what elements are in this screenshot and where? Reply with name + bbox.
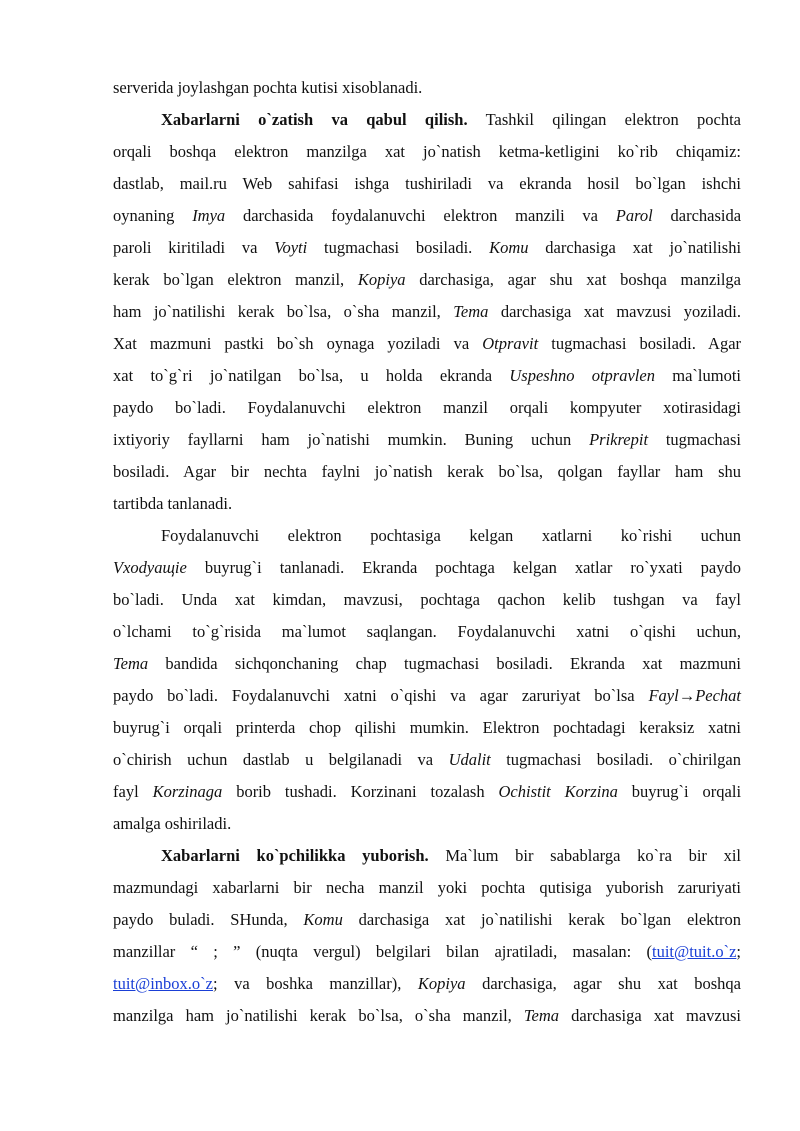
text-line [113, 136, 741, 168]
text-span: o`lchami to`g`risida ma`lumot saqlangan. Foydalanuvchi xatni o`qishi uchun, [113, 622, 741, 641]
text-span: buyrug`i orqali printerda chop qilishi mumkin. Elektron pochtadagi keraksiz xatni [113, 718, 741, 737]
text-span: Ma`lum bir sabablarga ko`ra bir xil [445, 846, 742, 865]
text-line [113, 392, 741, 424]
text-span: darchasiga xat jo`natilishi [545, 238, 742, 257]
text-line [113, 712, 741, 744]
text-span: Tashkil qilingan elektron pochta [485, 110, 741, 129]
text-span: buyrug`i tanlanadi. Ekranda pochtaga kelgan xatlar ro`yxati paydo [204, 558, 741, 577]
text-span: ; va boshka manzillar), [212, 974, 402, 993]
text-span: darchasiga, agar shu xat boshqa [482, 974, 742, 993]
italic-term: Korzinaga [152, 782, 223, 801]
text-line [113, 232, 741, 264]
text-span: darchasiga, agar shu xat boshqa manzilga [419, 270, 742, 289]
text-line [113, 616, 741, 648]
italic-term: Vxodyaщie [113, 558, 187, 577]
text-span: paroli kiritiladi va [113, 238, 258, 257]
text-span: mazmundagi xabarlarni bir necha manzil yoki pochta qutisiga yuborish zaruriyati [113, 878, 741, 897]
italic-term: Komu [489, 238, 529, 257]
text-line [113, 1000, 741, 1032]
section-heading: Xabarlarni o`zatish va qabul qilish. [161, 110, 468, 129]
text-line [113, 424, 741, 456]
text-span: oynaning [113, 206, 175, 225]
section-heading: Xabarlarni ko`pchilikka yuborish. [161, 846, 429, 865]
text-span: amalga oshiriladi. [113, 814, 232, 833]
text-line [113, 808, 741, 840]
text-span: ham jo`natilishi kerak bo`lsa, o`sha manzil, [113, 302, 441, 321]
text-span: tugmachasi bosiladi. Agar [551, 334, 742, 353]
email-link[interactable]: tuit@tuit.o`z [652, 942, 737, 961]
italic-term: Tema [453, 302, 489, 321]
text-line [113, 488, 741, 520]
text-line [113, 680, 741, 712]
text-span: kerak bo`lgan elektron manzil, [113, 270, 345, 289]
italic-term: Tema [113, 654, 149, 673]
italic-term: Fayl→Pechat [648, 686, 741, 705]
text-span: darchasiga xat jo`natilishi kerak bo`lgan elektron [358, 910, 742, 929]
text-span: serverida joylashgan pochta kutisi xisoblanadi. [113, 78, 423, 97]
text-span: bandida sichqonchaning chap tugmachasi bosiladi. Ekranda xat mazmuni [165, 654, 742, 673]
text-line [113, 72, 741, 104]
italic-term: Uspeshno otpravlen [509, 366, 655, 385]
italic-term: Parol [615, 206, 653, 225]
italic-term: Prikrepit [589, 430, 649, 449]
text-line [113, 360, 741, 392]
text-span: Xat mazmuni pastki bo`sh oynaga yoziladi va [113, 334, 470, 353]
text-span: ma`lumoti [672, 366, 742, 385]
text-line [113, 744, 741, 776]
italic-term: Voyti [274, 238, 308, 257]
text-line [113, 520, 741, 552]
text-span: darchasiga xat mavzusi [571, 1006, 741, 1025]
text-line [113, 296, 741, 328]
text-line [113, 552, 741, 584]
italic-term: Komu [303, 910, 343, 929]
text-span: darchasiga xat mavzusi yoziladi. [500, 302, 742, 321]
italic-term: Tema [523, 1006, 560, 1025]
text-line [113, 872, 741, 904]
text-span: darchasida foydalanuvchi elektron manzili va [242, 206, 598, 225]
email-link[interactable]: tuit@inbox.o`z [113, 974, 213, 993]
text-span: fayl [113, 782, 139, 801]
text-line [113, 936, 741, 968]
text-span: o`chirish uchun dastlab u belgilanadi va [113, 750, 434, 769]
text-span: tugmachasi bosiladi. o`chirilgan [506, 750, 741, 769]
text-span: ; [736, 942, 741, 961]
text-line [113, 968, 741, 1000]
text-line [113, 200, 741, 232]
text-line [113, 648, 741, 680]
text-line [113, 456, 741, 488]
italic-term: Kopiya [357, 270, 406, 289]
text-span: tartibda tanlanadi. [113, 494, 233, 513]
text-line [113, 328, 741, 360]
text-span: buyrug`i orqali [631, 782, 742, 801]
text-span: manzillar “ ; ” (nuqta vergul) belgilari bilan ajratiladi, masalan: ( [113, 942, 652, 961]
text-line [113, 584, 741, 616]
italic-term: Udalit [448, 750, 491, 769]
text-line [113, 776, 741, 808]
text-line [113, 904, 741, 936]
text-span: bo`ladi. Unda xat kimdan, mavzusi, pochtaga qachon kelib tushgan va fayl [113, 590, 741, 609]
text-span: darchasida [670, 206, 742, 225]
document-page [113, 72, 741, 1032]
text-span: orqali boshqa elektron manzilga xat jo`natish ketma-ketligini ko`rib chiqamiz: [113, 142, 741, 161]
text-span: borib tushadi. Korzinani tozalash [236, 782, 485, 801]
text-span: paydo bo`ladi. Foydalanuvchi elektron manzil orqali kompyuter xotirasidagi [113, 398, 741, 417]
text-span: paydo bo`ladi. Foydalanuvchi xatni o`qishi va agar zaruriyat bo`lsa [113, 686, 635, 705]
italic-term: Otpravit [482, 334, 539, 353]
text-span: xat to`g`ri jo`natilgan bo`lsa, u holda ekranda [113, 366, 493, 385]
text-line [113, 168, 741, 200]
text-span: paydo buladi. SHunda, [113, 910, 288, 929]
text-span: tugmachasi bosiladi. [324, 238, 473, 257]
text-span: ixtiyoriy fayllarni ham jo`natishi mumkin. Buning uchun [113, 430, 572, 449]
text-line [113, 104, 741, 136]
italic-term: Imya [192, 206, 226, 225]
text-span: manzilga ham jo`natilishi kerak bo`lsa, o`sha manzil, [113, 1006, 512, 1025]
italic-term: Ochistit Korzina [498, 782, 618, 801]
text-span: Foydalanuvchi elektron pochtasiga kelgan xatlarni ko`rishi uchun [161, 526, 741, 545]
text-line [113, 264, 741, 296]
italic-term: Kopiya [417, 974, 466, 993]
text-span: bosiladi. Agar bir nechta faylni jo`natish kerak bo`lsa, qolgan fayllar ham shu [113, 462, 741, 481]
text-line [113, 840, 741, 872]
text-span: dastlab, mail.ru Web sahifasi ishga tushiriladi va ekranda hosil bo`lgan ishchi [113, 174, 741, 193]
text-span: tugmachasi [665, 430, 741, 449]
